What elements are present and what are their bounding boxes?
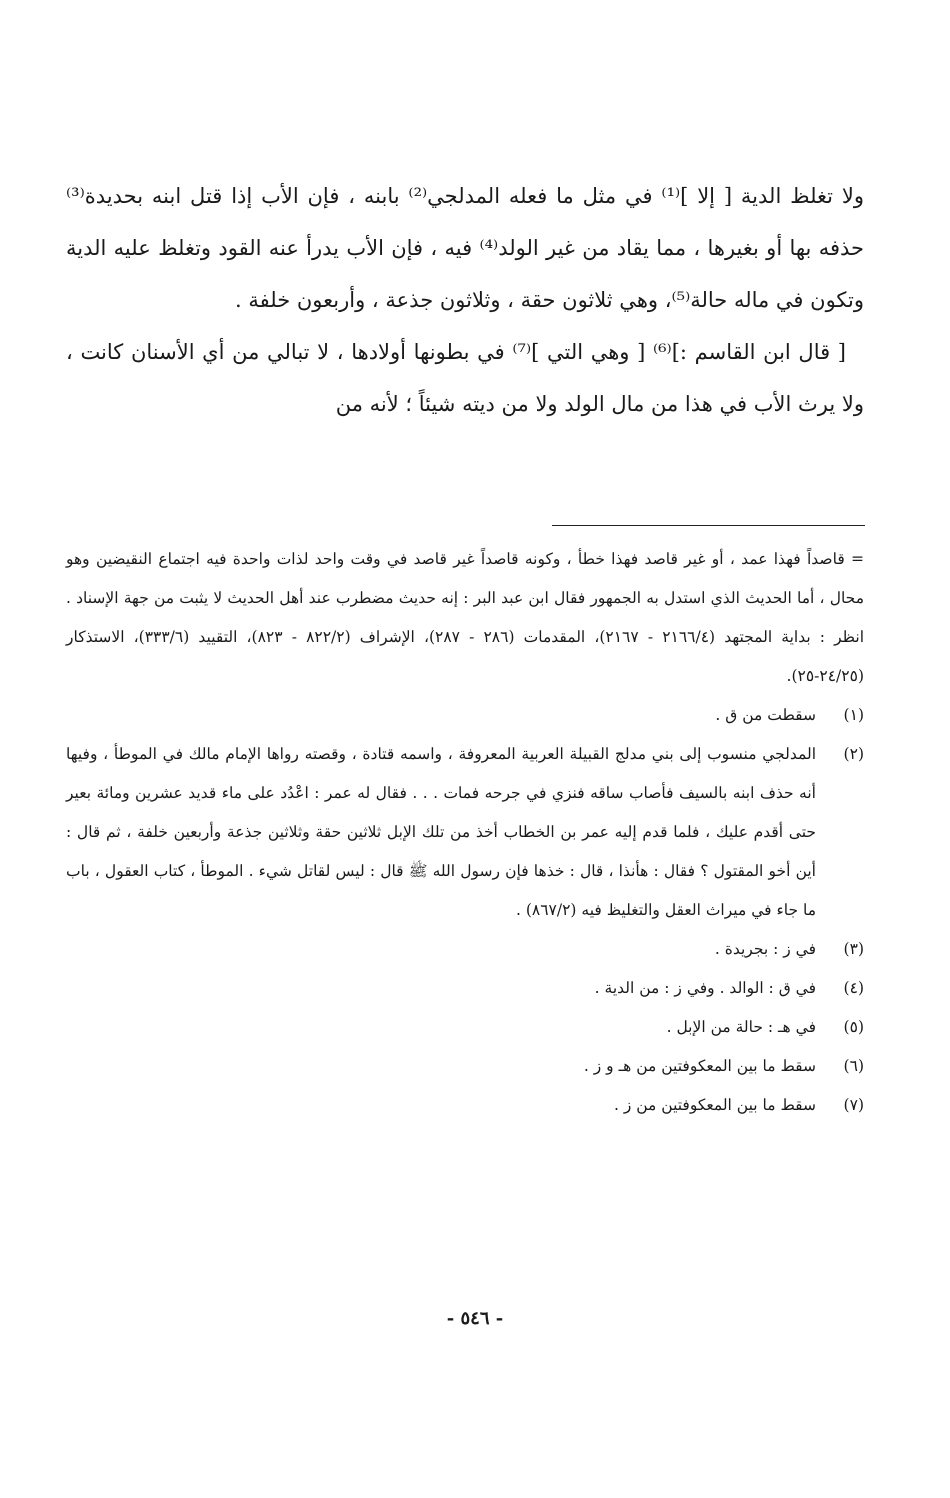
footnote-number: (٤)	[843, 979, 864, 997]
paragraph-1: ولا تغلظ الدية [ إلا ]⁽¹⁾ في مثل ما فعله المدلجي⁽²⁾ بابنه ، فإن الأب إذا قتل ابنه بحديدة⁽³⁾ حذفه بها أو بغيرها ، مما يقاد من غير الولد⁽⁴⁾ فيه ، فإن الأب يدرأ عنه القود وتغلظ عليه الدية وتكون في ماله حالة⁽⁵⁾، وهي ثلاثون حقة ، وثلاثون جذعة ، وأربعون خلفة .	[66, 184, 865, 312]
footnote-text: المدلجي منسوب إلى بني مدلج القبيلة العربية المعروفة ، واسمه قتادة ، وقصته رواها الإمام مالك في الموطأ ، وفيها أنه حذف ابنه بالسيف فأصاب ساقه فنزي في جرحه فمات . . . فقال له عمر : اعْدُد على ماء قديد عشرين ومائة بعير حتى أقدم عليك ، فلما قدم إليه عمر بن الخطاب أخذ من تلك الإبل ثلاثين حقة وثلاثين جذعة وأربعين خلفة ، ثم قال : أين أخو المقتول ؟ فقال : هأنذا ، قال : خذها فإن رسول الله ﷺ قال : ليس لقاتل شيء . الموطأ ، كتاب العقول ، باب ما جاء في ميراث العقل والتغليظ فيه (٨٦٧/٢) .	[66, 745, 816, 919]
footnote-6	[66, 1047, 864, 1086]
footnote-number: (٣)	[843, 940, 864, 958]
footnotes	[66, 540, 864, 1125]
footnote-1	[66, 696, 864, 735]
footnote-3	[66, 930, 864, 969]
paragraph-2: [ قال ابن القاسم :]⁽⁶⁾ [ وهي التي ]⁽⁷⁾ في بطونها أولادها ، لا تبالي من أي الأسنان كانت ، ولا يرث الأب في هذا من مال الولد ولا من ديته شيئاً ؛ لأنه من	[66, 340, 864, 416]
footnote-text: سقط ما بين المعكوفتين من ز .	[613, 1096, 816, 1114]
footnote-text: سقط ما بين المعكوفتين من هـ و ز .	[583, 1057, 816, 1075]
footnote-7	[66, 1086, 864, 1125]
footnote-5	[66, 1008, 864, 1047]
footnote-text: سقطت من ق .	[715, 706, 816, 724]
footnote-2	[66, 735, 864, 930]
page-number: - ٥٤٦ -	[446, 1308, 504, 1329]
footnote-4	[66, 969, 864, 1008]
footnote-number: (١)	[843, 706, 864, 724]
footnote-number: (٢)	[843, 745, 864, 763]
footnote-text: في ق : الوالد . وفي ز : من الدية .	[594, 979, 816, 997]
footnote-number: (٦)	[843, 1057, 864, 1075]
footnote-number: (٧)	[843, 1096, 864, 1114]
footnote-separator	[552, 525, 865, 526]
footnote-continuation: = قاصداً فهذا عمد ، أو غير قاصد فهذا خطأ ، وكونه قاصداً غير قاصد في وقت واحد لذات واحدة فيه اجتماع النقيضين وهو محال ، أما الحديث الذي استدل به الجمهور فقال ابن عبد البر : إنه حديث مضطرب عند أهل الحديث لا يثبت من جهة الإسناد . انظر : بداية المجتهد (٢١٦٦/٤ - ٢١٦٧)، المقدمات (٢٨٦ - ٢٨٧)، الإشراف (٨٢٢/٢ - ٨٢٣)، التقييد (٣٣٣/٦)، الاستذكار (٢٤/٢٥-٢٥).	[66, 550, 865, 685]
footnote-text: في هـ : حالة من الإبل .	[666, 1018, 816, 1036]
footnote-number: (٥)	[843, 1018, 864, 1036]
footnote-text: في ز : بجريدة .	[714, 940, 816, 958]
main-text	[66, 170, 864, 430]
